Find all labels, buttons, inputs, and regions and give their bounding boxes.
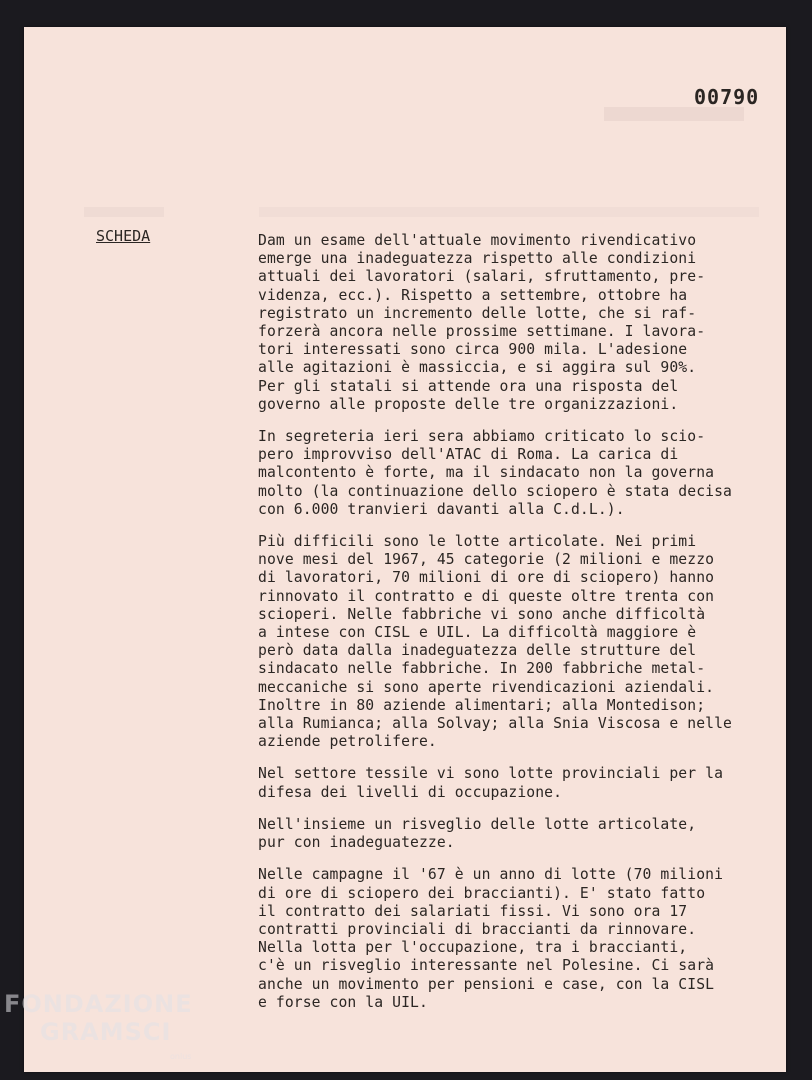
text-line: e forse con la UIL. [258,993,428,1011]
text-line: anche un movimento per pensioni e case, con la CISL [258,975,715,993]
text-line: rinnovato il contratto e di queste oltre trenta con [258,587,715,605]
text-line: tori interessati sono circa 900 mila. L'adesione [258,341,688,359]
text-line: videnza, ecc.). Rispetto a settembre, ottobre ha [258,286,688,304]
text-line: Inoltre in 80 aziende alimentari; alla Montedison; [258,696,706,714]
paragraph-2 [258,428,758,519]
bleed-through-text [259,207,759,217]
text-line: alle agitazioni è massiccia, e si aggira sul 90%. [258,359,697,377]
bleed-through-label [84,207,164,217]
text-line: c'è un risveglio interessante nel Polesine. Ci sarà [258,957,715,975]
text-line: difesa dei livelli di occupazione. [258,783,563,801]
text-line: aziende petrolifere. [258,733,437,751]
text-line: registrato un incremento delle lotte, che si raf- [258,304,697,322]
bleed-through-number [604,107,744,121]
paragraph-4 [258,765,758,801]
text-line: Nella lotta per l'occupazione, tra i braccianti, [258,939,688,957]
fondazione-gramsci-watermark [4,990,193,1046]
text-line: attuali dei lavoratori (salari, sfruttamento, pre- [258,268,706,286]
document-number: 00790 [694,85,760,109]
watermark-line-1: FONDAZIONE [4,990,193,1018]
text-line: Dam un esame dell'attuale movimento rivendicativo [258,232,697,249]
text-line: scioperi. Nelle fabbriche vi sono anche difficoltà [258,605,706,623]
text-line: di ore di sciopero dei braccianti). E' stato fatto [258,884,706,902]
paragraph-5 [258,816,758,852]
paragraph-6 [258,866,758,1012]
text-line: molto (la continuazione dello sciopero è stata decisa [258,482,732,500]
section-label: SCHEDA [96,227,151,245]
text-line: pero improvviso dell'ATAC di Roma. La carica di [258,446,679,464]
text-line: pur con inadeguatezze. [258,834,455,852]
text-line: alla Rumianca; alla Solvay; alla Snia Viscosa e nelle [258,715,732,733]
text-line: Per gli statali si attende ora una risposta del [258,377,679,395]
watermark-line-2: GRAMSCI [40,1018,172,1046]
text-line: governo alle proposte delle tre organizzazioni. [258,395,679,413]
paragraph-3 [258,533,758,751]
watermark-suffix: onlus [170,1052,192,1061]
paragraph-1 [258,232,758,414]
text-line: a intese con CISL e UIL. La difficoltà maggiore è [258,624,697,642]
text-line: Nell'insieme un risveglio delle lotte articolate, [258,815,697,833]
text-line: Più difficili sono le lotte articolate. Nei primi [258,533,697,551]
text-line: contratti provinciali di braccianti da rinnovare. [258,920,697,938]
document-page [24,27,786,1072]
text-line: meccaniche si sono aperte rivendicazioni aziendali. [258,678,715,696]
text-line: nove mesi del 1967, 45 categorie (2 milioni e mezzo [258,551,715,569]
text-line: forzerà ancora nelle prossime settimane. I lavora- [258,323,706,341]
text-line: il contratto dei salariati fissi. Vi sono ora 17 [258,902,688,920]
document-body [258,232,758,1026]
text-line: emerge una inadeguatezza rispetto alle condizioni [258,250,697,268]
text-line: Nel settore tessile vi sono lotte provinciali per la [258,765,724,783]
text-line: sindacato nelle fabbriche. In 200 fabbriche metal- [258,660,706,678]
text-line: con 6.000 tranvieri davanti alla C.d.L.). [258,500,625,518]
text-line: Nelle campagne il '67 è un anno di lotte (70 milioni [258,866,724,884]
text-line: malcontento è forte, ma il sindacato non la governa [258,464,715,482]
text-line: però data dalla inadeguatezza delle strutture del [258,642,697,660]
text-line: In segreteria ieri sera abbiamo criticato lo scio- [258,428,706,446]
text-line: di lavoratori, 70 milioni di ore di sciopero) hanno [258,569,715,587]
